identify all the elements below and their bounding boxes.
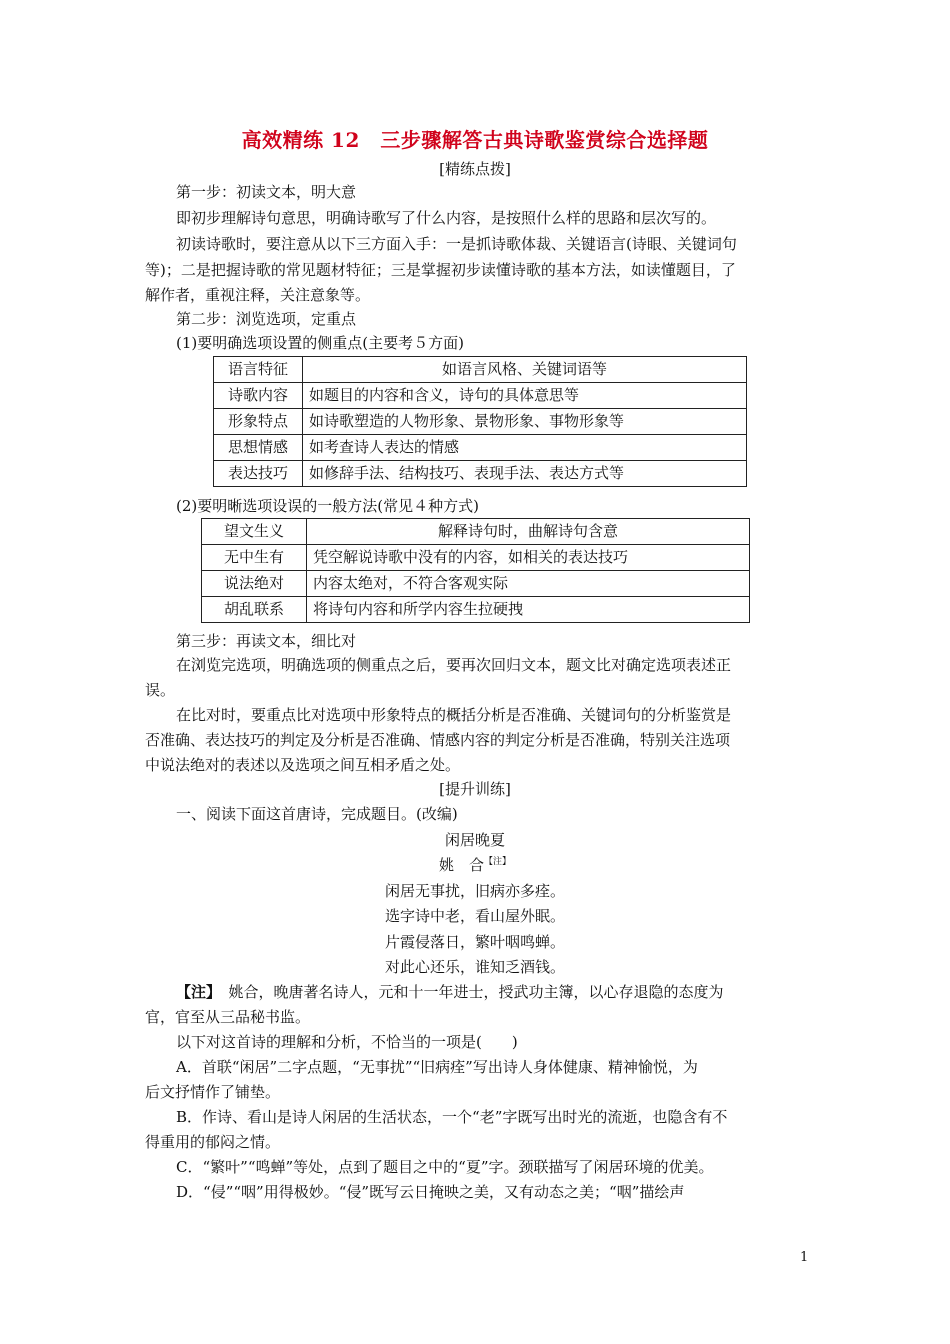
step3-paragraph: 中说法绝对的表述以及选项之间互相矛盾之处。 [145, 756, 461, 774]
table-cell: 如诗歌塑造的人物形象、景物形象、事物形象等 [303, 409, 747, 435]
table-cell: 内容太绝对，不符合客观实际 [307, 571, 750, 597]
table-cell: 诗歌内容 [214, 383, 303, 409]
section-heading-training: [提升训练] [439, 780, 511, 798]
table-row [214, 383, 747, 409]
poem-line: 片霞侵落日，繁叶咽鸣蝉。 [384, 933, 565, 951]
table-cell: 语言特征 [214, 357, 303, 383]
focus-table [213, 356, 747, 487]
question-stem: 以下对这首诗的理解和分析，不恰当的一项是( ) [176, 1033, 518, 1051]
note-text: 姚合，晚唐著名诗人，元和十一年进士，授武功主簿，以心存退隐的态度为 [213, 983, 724, 1001]
table-row [214, 461, 747, 487]
note-label: 【注】 [176, 983, 214, 1001]
poem-note: 官，官至从三品秘书监。 [145, 1008, 311, 1026]
poem-line: 选字诗中老，看山屋外眠。 [384, 907, 565, 925]
poem-author [0, 854, 950, 875]
step3-paragraph: 否准确、表达技巧的判定及分析是否准确、情感内容的判定分析是否准确，特别关注选项 [145, 731, 731, 749]
author-note-marker: 【注】 [484, 857, 512, 867]
step2-subheading: (1)要明确选项设置的侧重点(主要考５方面) [176, 334, 464, 352]
poem-line: 闲居无事扰，旧病亦多痊。 [384, 882, 565, 900]
step2-subheading: (2)要明晰选项设误的一般方法(常见４种方式) [176, 497, 479, 515]
table-cell: 说法绝对 [202, 571, 307, 597]
section-heading-guide: [精练点拨] [439, 160, 511, 178]
option-b: B．作诗、看山是诗人闲居的生活状态，一个“老”字既写出时光的流逝，也隐含有不 [176, 1108, 728, 1126]
option-a: 后文抒情作了铺垫。 [145, 1083, 281, 1101]
table-cell: 将诗句内容和所学内容生拉硬拽 [307, 597, 750, 623]
table-cell: 如修辞手法、结构技巧、表现手法、表达方式等 [303, 461, 747, 487]
table-cell: 如语言风格、关键词语等 [303, 357, 747, 383]
option-c: C．“繁叶”“鸣蝉”等处，点到了题目之中的“夏”字。颈联描写了闲居环境的优美。 [176, 1158, 714, 1176]
step3-paragraph: 在浏览完选项，明确选项的侧重点之后，要再次回归文本，题文比对确定选项表述正 [176, 656, 732, 674]
table-cell: 凭空解说诗歌中没有的内容，如相关的表达技巧 [307, 545, 750, 571]
table-row [214, 435, 747, 461]
poem-title: 闲居晚夏 [444, 831, 505, 849]
table-cell: 胡乱联系 [202, 597, 307, 623]
option-b: 得重用的郁闷之情。 [145, 1133, 281, 1151]
table-row [202, 571, 750, 597]
step1-paragraph: 等)；二是把握诗歌的常见题材特征；三是掌握初步读懂诗歌的基本方法，如读懂题目，了 [145, 261, 736, 279]
table-cell: 无中生有 [202, 545, 307, 571]
step2-heading: 第二步：浏览选项，定重点 [176, 310, 357, 328]
poem-note [176, 981, 846, 1003]
table-cell: 如题目的内容和含义，诗句的具体意思等 [303, 383, 747, 409]
table-row [214, 357, 747, 383]
table-cell: 思想情感 [214, 435, 303, 461]
error-method-table [201, 518, 750, 623]
step1-heading: 第一步：初读文本，明大意 [176, 183, 357, 201]
table-cell: 如考查诗人表达的情感 [303, 435, 747, 461]
table-row [202, 597, 750, 623]
table-row [202, 545, 750, 571]
step3-paragraph: 在比对时，要重点比对选项中形象特点的概括分析是否准确、关键词句的分析鉴赏是 [176, 706, 732, 724]
step3-heading: 第三步：再读文本，细比对 [176, 632, 357, 650]
poem-line: 对此心还乐，谁知乏酒钱。 [384, 958, 565, 976]
table-row [214, 409, 747, 435]
step1-paragraph: 初读诗歌时，要注意从以下三方面入手：一是抓诗歌体裁、关键语言(诗眼、关键词句 [176, 235, 737, 253]
table-cell: 解释诗句时，曲解诗句含意 [307, 519, 750, 545]
option-d: D．“侵”“咽”用得极妙。“侵”既写云日掩映之美，又有动态之美；“咽”描绘声 [176, 1183, 685, 1201]
option-a: A．首联“闲居”二字点题，“无事扰”“旧病痊”写出诗人身体健康、精神愉悦，为 [176, 1058, 698, 1076]
step1-paragraph: 即初步理解诗句意思，明确诗歌写了什么内容，是按照什么样的思路和层次写的。 [176, 209, 717, 227]
step3-paragraph: 误。 [145, 681, 176, 699]
page-number: 1 [800, 1250, 809, 1265]
page-title: 高效精练 12 三步骤解答古典诗歌鉴赏综合选择题 [241, 128, 709, 152]
table-cell: 望文生义 [202, 519, 307, 545]
question-intro: 一、阅读下面这首唐诗，完成题目。(改编) [176, 805, 458, 823]
table-cell: 形象特点 [214, 409, 303, 435]
table-cell: 表达技巧 [214, 461, 303, 487]
author-name: 姚 合 [438, 856, 484, 874]
table-row [202, 519, 750, 545]
step1-paragraph: 解作者，重视注释，关注意象等。 [145, 286, 371, 304]
